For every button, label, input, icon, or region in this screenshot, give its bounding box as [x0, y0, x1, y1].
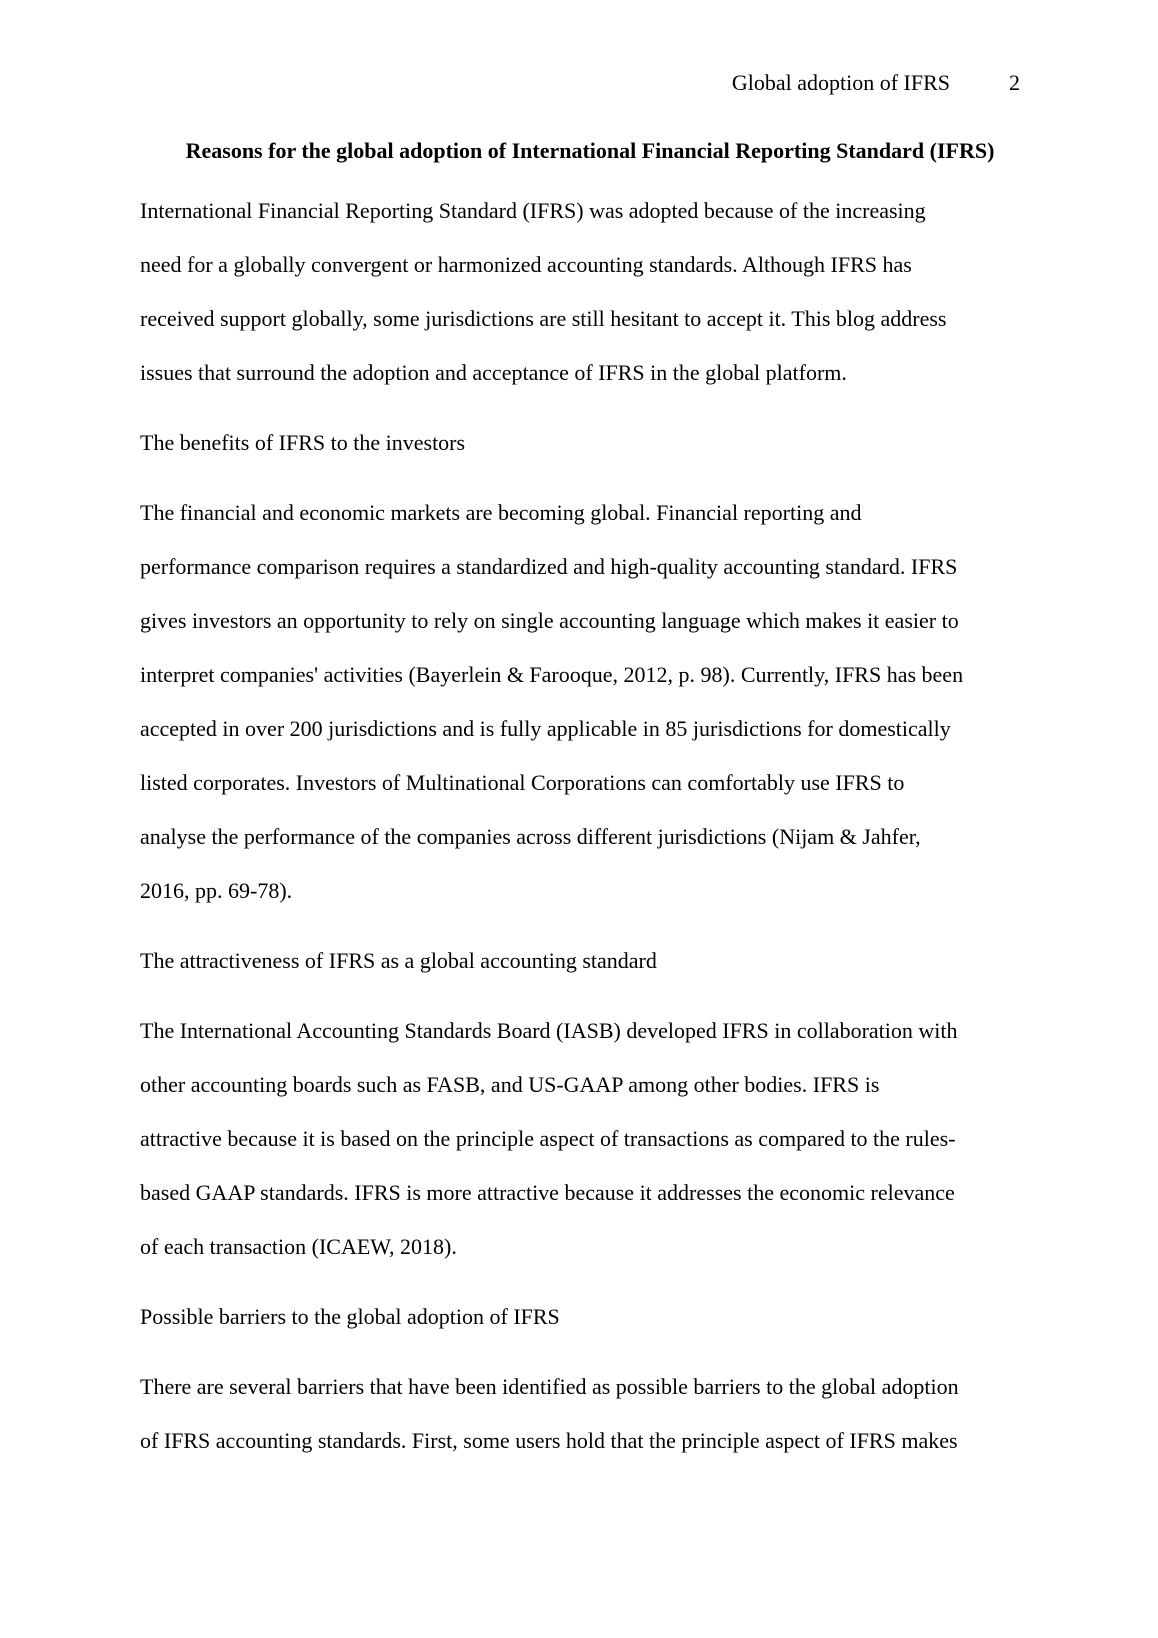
- page-number: 2: [1009, 70, 1020, 95]
- paragraph-line: issues that surround the adoption and acceptance of IFRS in the global platform.: [140, 360, 847, 385]
- section-heading-attractiveness: The attractiveness of IFRS as a global accounting standard: [140, 948, 657, 973]
- paragraph-line: attractive because it is based on the principle aspect of transactions as compared to the rules-: [140, 1126, 956, 1151]
- paragraph-line: performance comparison requires a standardized and high-quality accounting standard. IFRS: [140, 554, 958, 579]
- benefits-paragraph: [140, 486, 1020, 918]
- document-body: [140, 136, 1020, 1484]
- paragraph-line: analyse the performance of the companies across different jurisdictions (Nijam & Jahfer,: [140, 824, 921, 849]
- section-heading-barriers: Possible barriers to the global adoption of IFRS: [140, 1304, 560, 1329]
- paragraph-line: The financial and economic markets are becoming global. Financial reporting and: [140, 500, 862, 525]
- attractiveness-paragraph: [140, 1004, 1020, 1274]
- paragraph-line: of each transaction (ICAEW, 2018).: [140, 1234, 457, 1259]
- document-title: Reasons for the global adoption of International Financial Reporting Standard (IFRS): [185, 138, 995, 163]
- intro-paragraph: [140, 184, 1020, 400]
- paragraph-line: 2016, pp. 69-78).: [140, 878, 293, 903]
- paragraph-line: other accounting boards such as FASB, and US-GAAP among other bodies. IFRS is: [140, 1072, 880, 1097]
- paragraph-line: accepted in over 200 jurisdictions and is fully applicable in 85 jurisdictions for domestically: [140, 716, 951, 741]
- section-heading-benefits: The benefits of IFRS to the investors: [140, 430, 466, 455]
- running-head-title: Global adoption of IFRS: [731, 70, 950, 95]
- paragraph-line: International Financial Reporting Standard (IFRS) was adopted because of the increasing: [140, 198, 926, 223]
- paragraph-line: listed corporates. Investors of Multinational Corporations can comfortably use IFRS to: [140, 770, 905, 795]
- paragraph-line: gives investors an opportunity to rely on single accounting language which makes it easier to: [140, 608, 959, 633]
- paragraph-line: of IFRS accounting standards. First, some users hold that the principle aspect of IFRS makes: [140, 1428, 958, 1453]
- paragraph-line: based GAAP standards. IFRS is more attractive because it addresses the economic relevance: [140, 1180, 955, 1205]
- paragraph-line: received support globally, some jurisdictions are still hesitant to accept it. This blog address: [140, 306, 947, 331]
- running-head: [600, 68, 1020, 98]
- barriers-paragraph: [140, 1360, 1020, 1468]
- paragraph-line: need for a globally convergent or harmonized accounting standards. Although IFRS has: [140, 252, 912, 277]
- paragraph-line: The International Accounting Standards Board (IASB) developed IFRS in collaboration with: [140, 1018, 958, 1043]
- paragraph-line: There are several barriers that have been identified as possible barriers to the global adoption: [140, 1374, 959, 1399]
- paragraph-line: interpret companies' activities (Bayerlein & Farooque, 2012, p. 98). Currently, IFRS has been: [140, 662, 964, 687]
